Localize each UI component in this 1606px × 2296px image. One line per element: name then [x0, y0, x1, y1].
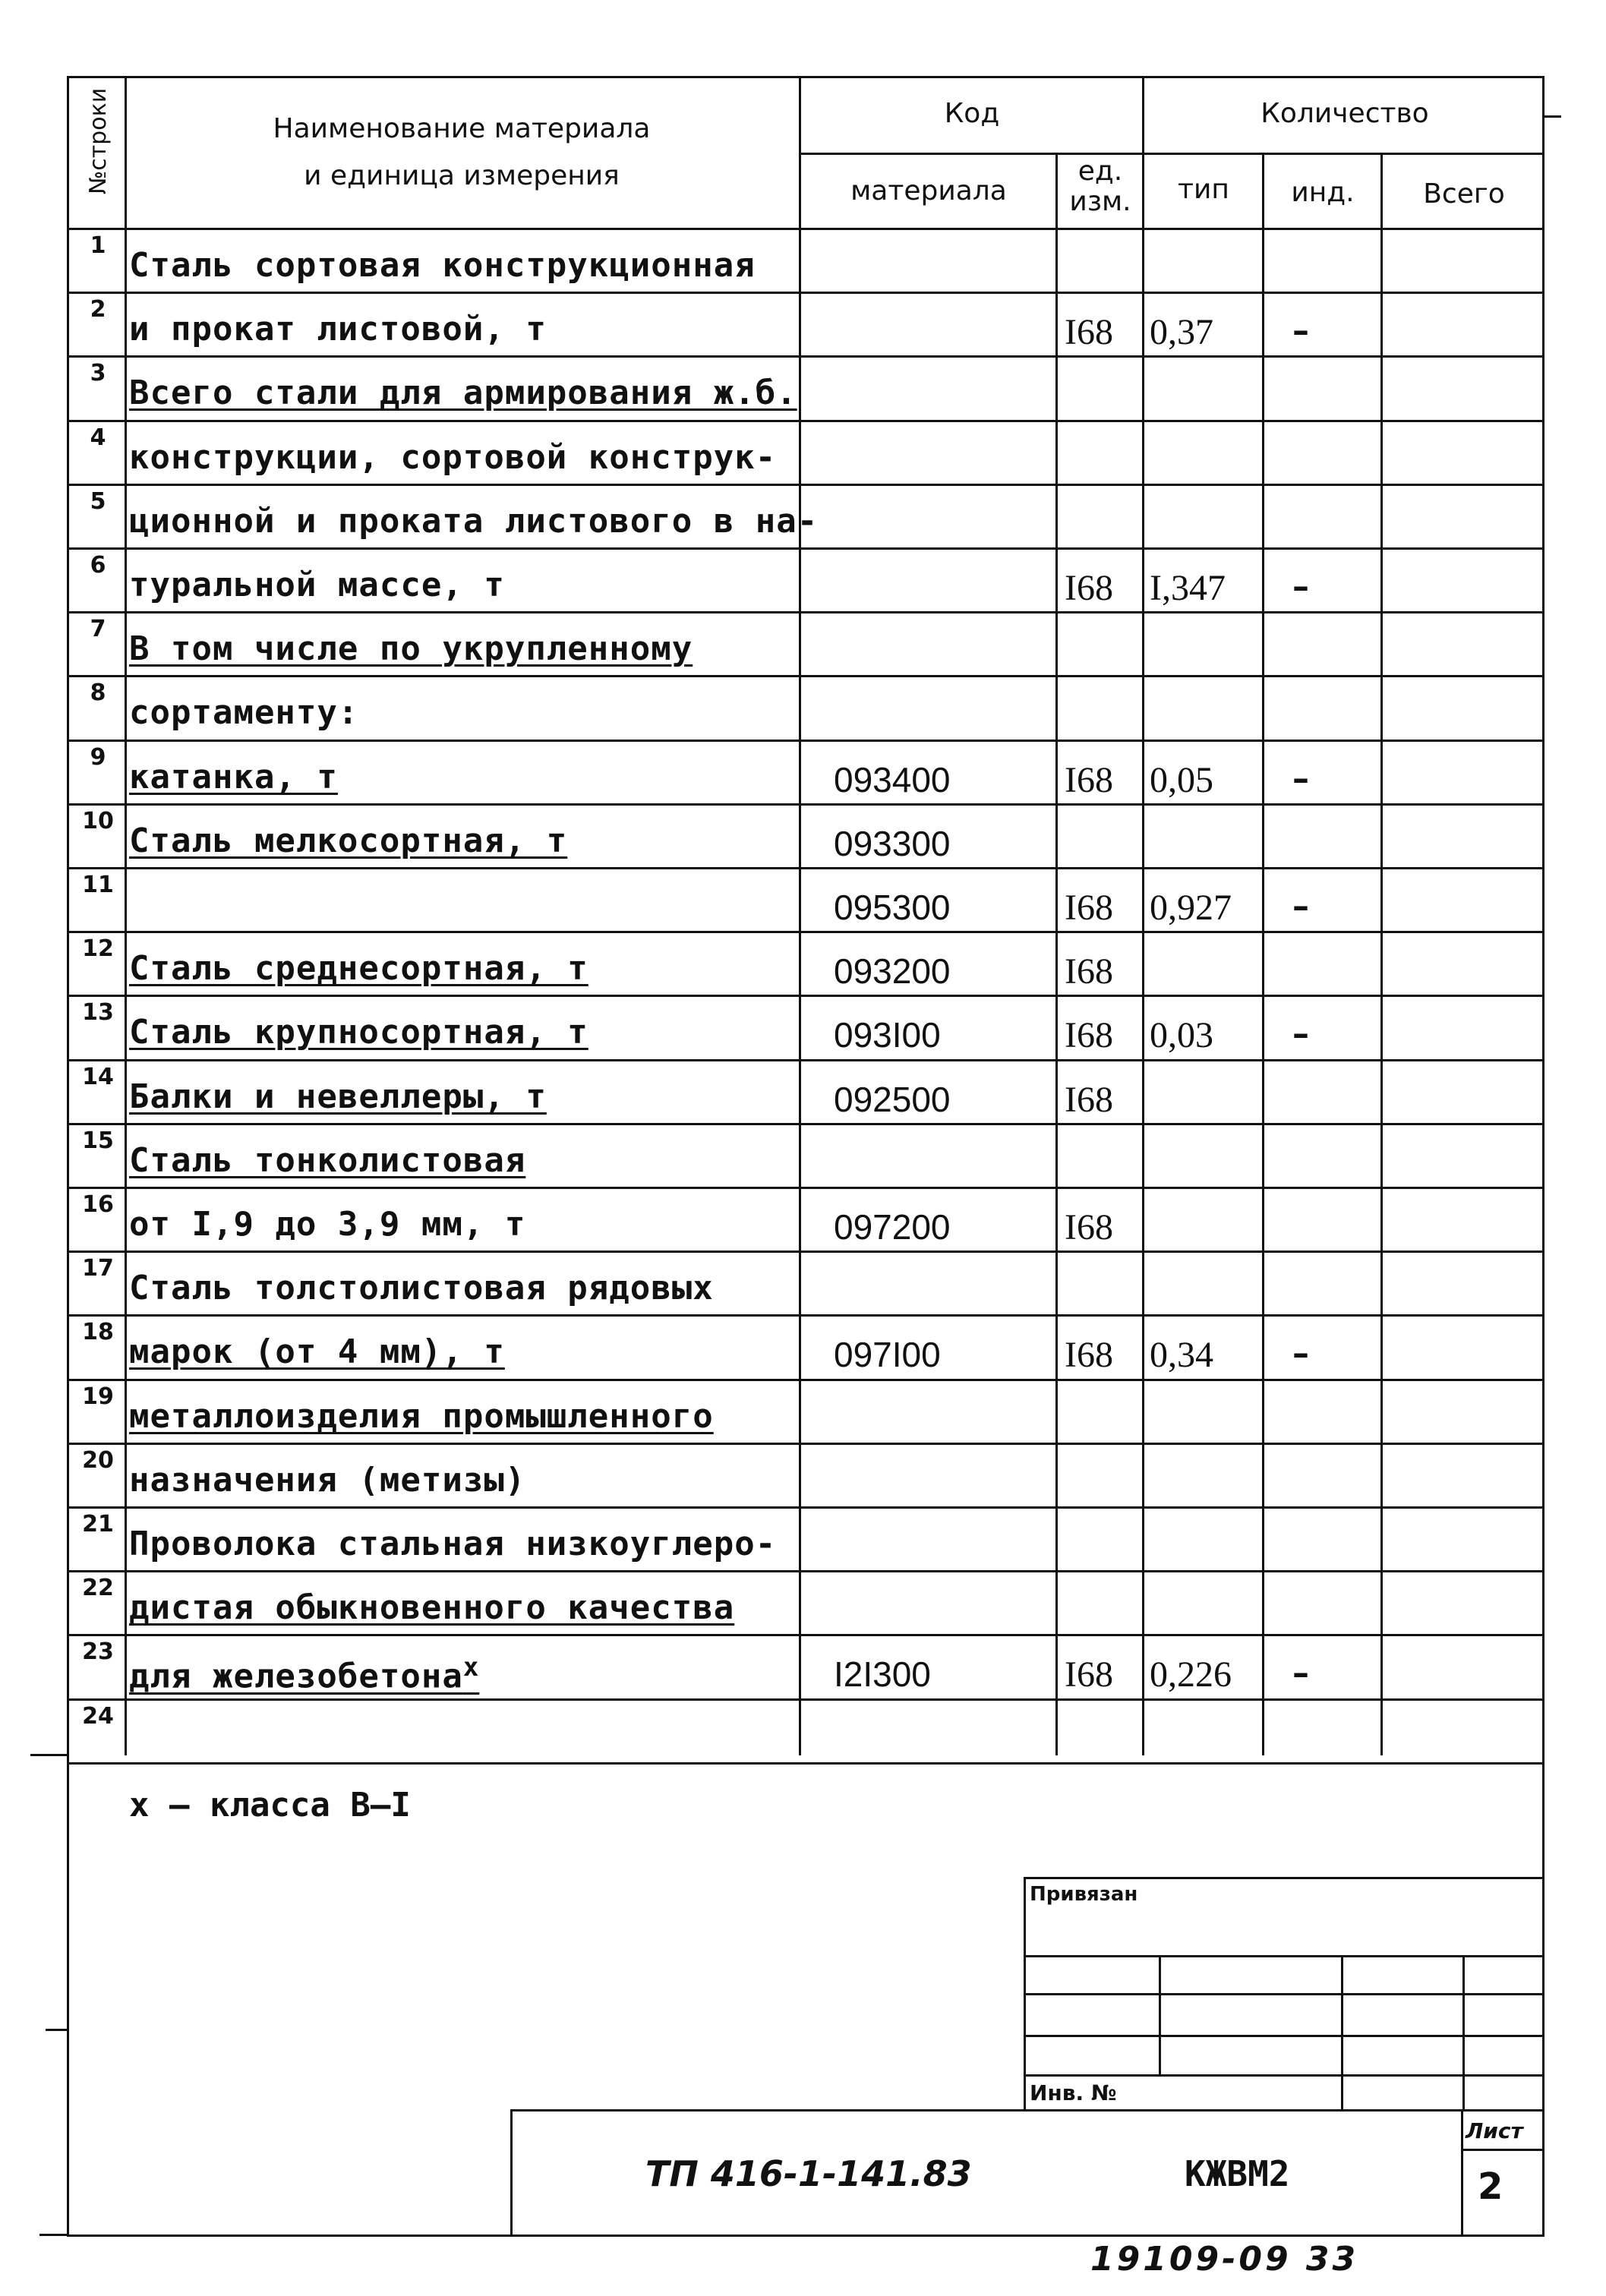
col-line-type [1262, 153, 1264, 1755]
material-name-text: дистая обыкновенного качества [129, 1588, 735, 1627]
material-name-text: В том числе по укрупленному [129, 629, 693, 668]
material-code: I2I300 [834, 1654, 931, 1694]
quantity-group-header: Количество [1261, 98, 1429, 129]
material-name [129, 374, 797, 412]
ind-quantity: – [1292, 1334, 1309, 1373]
bottom-note: 19109-09 33 [1090, 2240, 1359, 2279]
material-name [129, 1269, 714, 1307]
material-name [129, 1077, 547, 1116]
row-line [67, 484, 1544, 486]
material-name [129, 1652, 479, 1696]
type-quantity: I,347 [1150, 568, 1226, 608]
row-number: 16 [82, 1191, 114, 1218]
row-line [67, 1634, 1544, 1636]
row-number-header: №строки [85, 87, 112, 194]
row-line [67, 995, 1544, 997]
col-line-rownum [125, 76, 127, 1755]
ind-header: инд. [1291, 177, 1355, 208]
material-code: 097200 [834, 1207, 951, 1247]
material-code: 097I00 [834, 1335, 941, 1374]
material-name-text: Балки и невеллеры, т [129, 1077, 547, 1116]
material-name-text: туральной массе, т [129, 566, 505, 604]
type-quantity: 0,05 [1150, 760, 1213, 800]
stamp-line-2 [1024, 1993, 1544, 1995]
footnote: х – класса В–I [129, 1786, 411, 1824]
unit-header-line1: ед. [1078, 156, 1123, 187]
row-line [67, 1762, 1544, 1765]
row-line [67, 1379, 1544, 1381]
ind-quantity: – [1292, 1014, 1309, 1053]
row-number: 2 [90, 296, 106, 323]
unit-code: I68 [1065, 951, 1113, 992]
row-line [67, 1570, 1544, 1572]
type-quantity: 0,927 [1150, 888, 1232, 928]
sheet-label: Лист [1466, 2118, 1523, 2143]
material-name [129, 1525, 776, 1563]
row-number: 24 [82, 1703, 114, 1730]
material-name [129, 949, 588, 988]
unit-code: I68 [1065, 1207, 1113, 1247]
stamp-top-line [1024, 1877, 1544, 1879]
unit-code: I68 [1065, 888, 1113, 928]
ind-quantity: – [1292, 567, 1309, 606]
row-line [67, 740, 1544, 742]
material-code: 093I00 [834, 1015, 941, 1055]
row-number: 4 [90, 424, 106, 451]
material-name-text: Сталь толстолистовая рядовых [129, 1269, 714, 1307]
row-number: 14 [82, 1064, 114, 1090]
stamp-col-3 [1462, 1955, 1465, 2109]
row-number: 18 [82, 1319, 114, 1345]
row-number: 1 [90, 232, 106, 259]
unit-code: I68 [1065, 1654, 1113, 1695]
material-name-text: Сталь тонколистовая [129, 1141, 526, 1180]
name-header-line2: и единица измерения [304, 160, 620, 191]
left-tick-bottom [39, 2234, 67, 2236]
row-number: 9 [90, 744, 106, 771]
unit-code: I68 [1065, 312, 1113, 352]
unit-code: I68 [1065, 1015, 1113, 1055]
row-number: 10 [82, 808, 114, 834]
material-name [129, 1141, 525, 1180]
stamp-inv-no: Инв. № [1030, 2080, 1117, 2105]
row-line [67, 292, 1544, 294]
row-line [67, 1123, 1544, 1125]
material-name [129, 693, 358, 732]
row-number: 19 [82, 1383, 114, 1410]
type-quantity: 0,37 [1150, 312, 1213, 352]
stamp-col-1 [1159, 1955, 1161, 2074]
row-number: 12 [82, 935, 114, 962]
doc-code: ТП 416-1-141.83 [645, 2153, 972, 2194]
row-number: 7 [90, 616, 106, 642]
material-name-text: назначения (метизы) [129, 1461, 526, 1500]
unit-code: I68 [1065, 1080, 1113, 1120]
material-name-text: Всего стали для армирования ж.б. [129, 374, 797, 412]
row-number: 22 [82, 1575, 114, 1601]
code-group-header: Код [944, 98, 1000, 129]
row-line [67, 1250, 1544, 1253]
row-number: 20 [82, 1447, 114, 1474]
row-number: 8 [90, 680, 106, 706]
material-name-text: и прокат листовой, т [129, 310, 547, 348]
material-name-text: для железобетона [129, 1657, 463, 1696]
ind-quantity: – [1292, 887, 1309, 926]
material-name [129, 758, 338, 796]
material-name-text: катанка, т [129, 758, 338, 796]
material-name-text: Сталь мелкосортная, т [129, 822, 568, 860]
material-name [129, 629, 693, 668]
row-number: 11 [82, 872, 114, 898]
material-name [129, 566, 505, 604]
material-name [129, 438, 776, 477]
stamp-line-3 [1024, 2035, 1544, 2037]
type-quantity: 0,34 [1150, 1335, 1213, 1375]
row-line [67, 1314, 1544, 1317]
drawing-mark: КЖВМ2 [1185, 2153, 1290, 2194]
material-code: 093400 [834, 760, 951, 800]
left-tick-top [30, 1754, 67, 1756]
material-code: 093200 [834, 951, 951, 991]
stamp-col-2 [1341, 1955, 1343, 2109]
material-name-text: от I,9 до 3,9 мм, т [129, 1205, 526, 1244]
row-line [67, 1187, 1544, 1189]
material-name [129, 310, 547, 348]
row-line [67, 547, 1544, 550]
unit-code: I68 [1065, 1335, 1113, 1375]
material-name-text: Сталь сортовая конструкционная [129, 246, 756, 285]
stamp-line-1 [1024, 1955, 1544, 1957]
material-name-text: марок (от 4 мм), т [129, 1332, 505, 1371]
stamp-privyazan: Привязан [1030, 1883, 1138, 1906]
material-name-text: ционной и проката листового в на- [129, 502, 819, 541]
row-line [67, 1059, 1544, 1061]
material-name [129, 1013, 588, 1052]
material-code-header: материала [850, 175, 1007, 207]
type-quantity: 0,226 [1150, 1654, 1232, 1695]
col-line-name [799, 76, 801, 1755]
row-line [67, 931, 1544, 933]
ind-quantity: – [1292, 759, 1309, 798]
material-name-text: сортаменту: [129, 693, 359, 732]
col-line-ind [1380, 153, 1383, 1755]
title-block-top [510, 2109, 1544, 2112]
total-header: Всего [1423, 178, 1505, 210]
unit-header-line2: изм. [1069, 186, 1131, 217]
row-number: 21 [82, 1511, 114, 1538]
material-name-text: конструкции, сортовой конструк- [129, 438, 777, 477]
footnote-mark: x [462, 1652, 480, 1683]
material-name [129, 1588, 734, 1627]
material-name [129, 1397, 714, 1436]
material-name [129, 1461, 525, 1500]
row-number: 15 [82, 1128, 114, 1154]
material-name-text: Сталь среднесортная, т [129, 949, 588, 988]
row-line [67, 611, 1544, 613]
header-bottom-line [67, 228, 1544, 230]
material-name-text: Сталь крупносортная, т [129, 1013, 588, 1052]
row-line [67, 420, 1544, 422]
material-code: 092500 [834, 1080, 951, 1119]
sheet-number: 2 [1478, 2165, 1503, 2208]
type-header: тип [1178, 174, 1229, 205]
row-line [67, 1506, 1544, 1509]
row-number: 23 [82, 1638, 114, 1665]
row-line [67, 355, 1544, 358]
ind-quantity: – [1292, 311, 1309, 350]
material-name [129, 822, 567, 860]
col-line-code [1055, 153, 1058, 1755]
row-number: 13 [82, 999, 114, 1026]
row-number: 6 [90, 552, 106, 579]
row-line [67, 1443, 1544, 1445]
row-line [67, 803, 1544, 806]
title-block-left [510, 2109, 513, 2237]
row-number: 5 [90, 488, 106, 515]
material-name [129, 502, 818, 541]
name-header-line1: Наименование материала [273, 113, 651, 144]
row-number: 3 [90, 360, 106, 386]
header-divider [799, 153, 1544, 155]
right-tick-top [1544, 115, 1561, 118]
material-name-text: металлоизделия промышленного [129, 1397, 714, 1436]
material-code: 095300 [834, 888, 951, 927]
title-block-sheet-divider [1461, 2109, 1463, 2237]
material-name-text: Проволока стальная низкоуглеро- [129, 1525, 777, 1563]
material-name [129, 1332, 505, 1371]
type-quantity: 0,03 [1150, 1015, 1213, 1055]
material-name [129, 1205, 525, 1244]
row-line [67, 1698, 1544, 1701]
row-number: 17 [82, 1255, 114, 1282]
material-name [129, 246, 756, 285]
row-line [67, 867, 1544, 869]
unit-code: I68 [1065, 760, 1113, 800]
unit-code: I68 [1065, 568, 1113, 608]
sheet-label-line [1461, 2149, 1544, 2151]
ind-quantity: – [1292, 1654, 1309, 1692]
material-code: 093300 [834, 824, 951, 863]
stamp-line-4 [1024, 2074, 1544, 2077]
col-line-unit [1142, 76, 1144, 1755]
left-tick-mid [46, 2029, 67, 2031]
row-line [67, 675, 1544, 677]
